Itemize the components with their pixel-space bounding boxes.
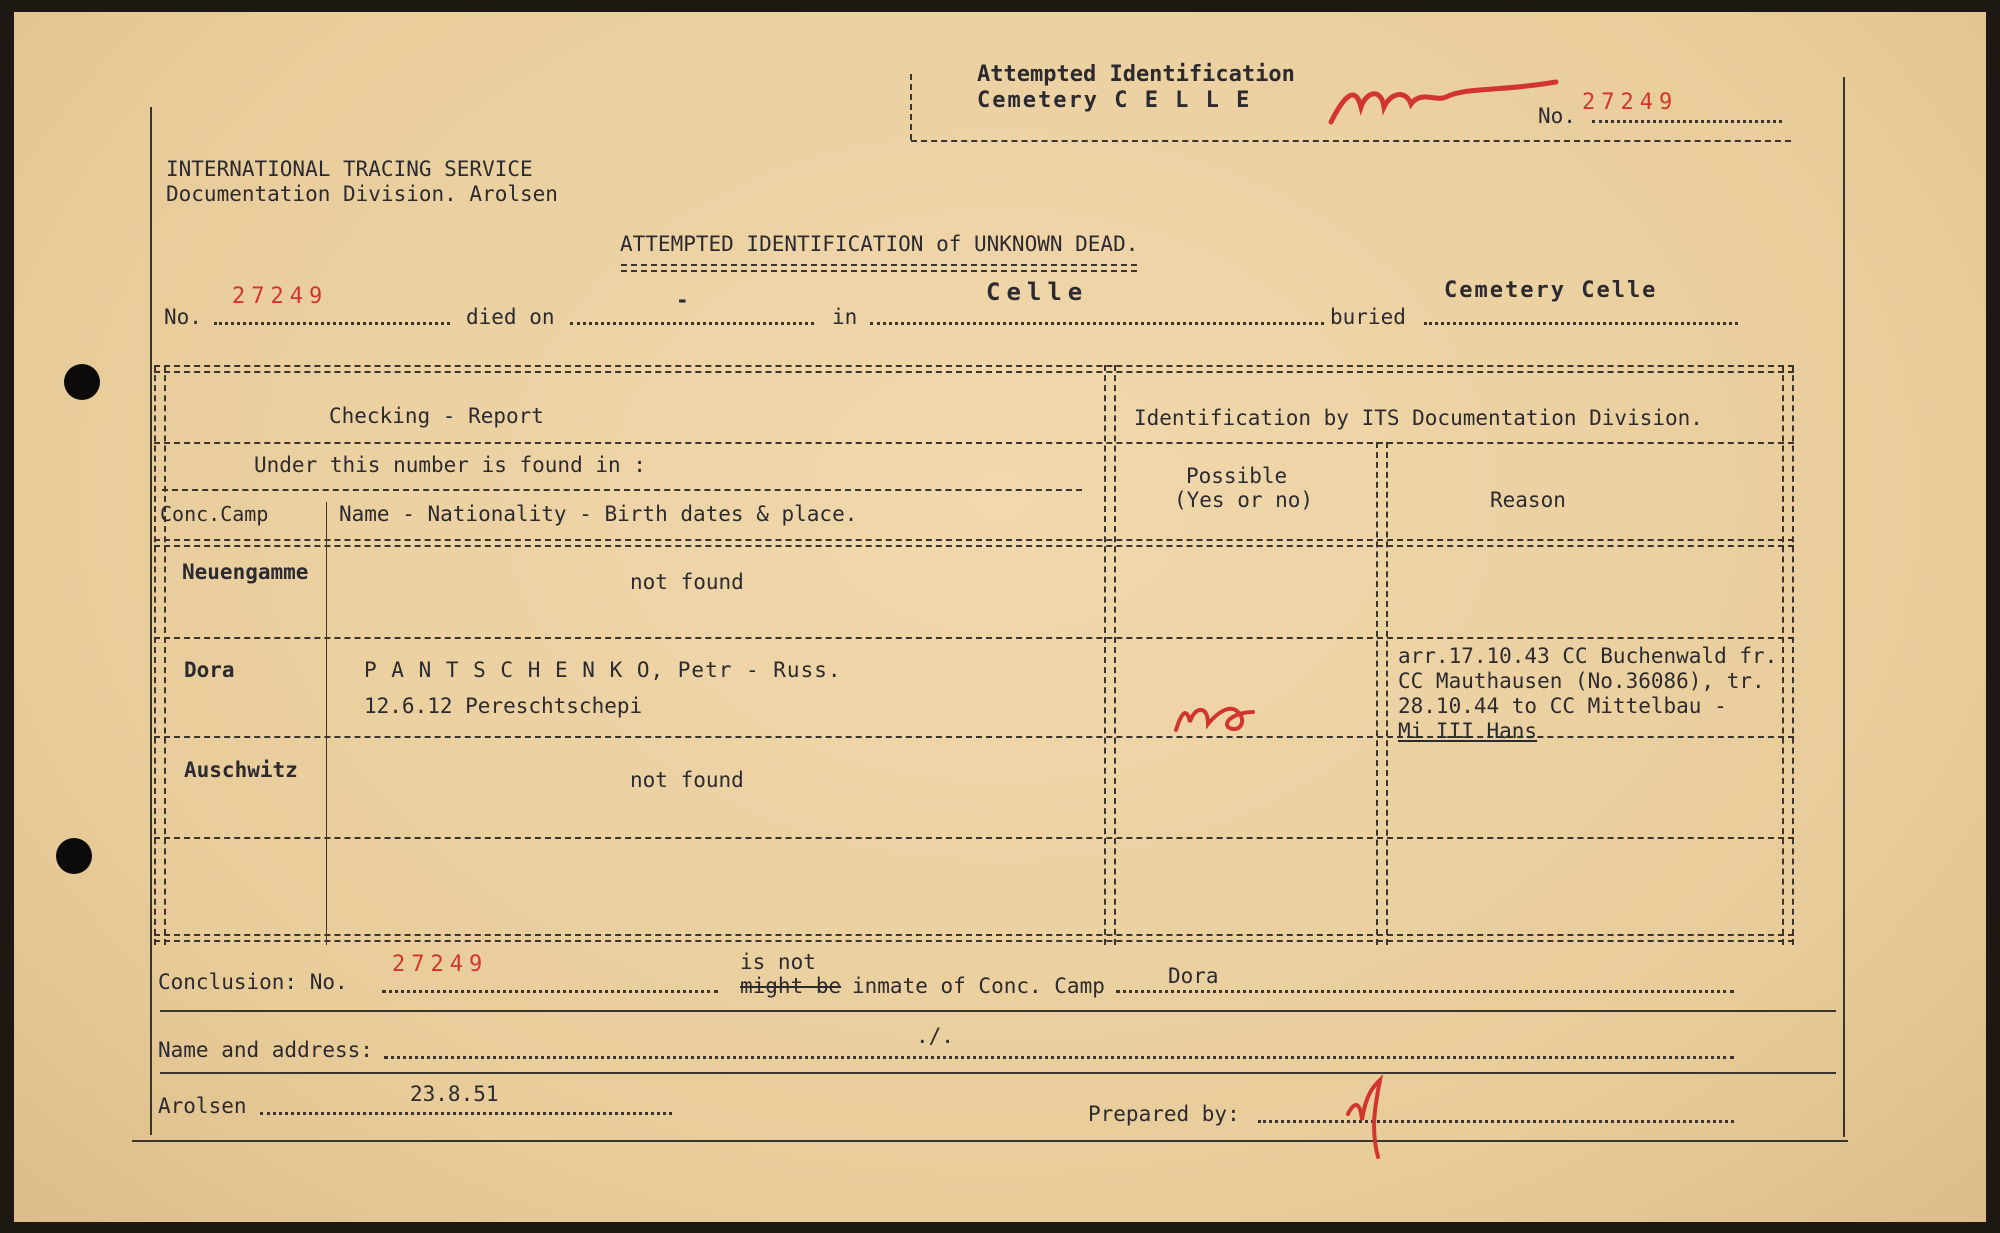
conclusion-number: 27249 xyxy=(392,952,489,977)
conclusion-camp-dots xyxy=(1116,990,1734,993)
conclusion-is-not: is not xyxy=(740,950,816,974)
table-divider-main xyxy=(1104,365,1116,945)
row2-name-line1: P A N T S C H E N K O, Petr - Russ. xyxy=(364,658,842,682)
table-divider-camp xyxy=(326,502,327,945)
row3-name: not found xyxy=(630,768,744,792)
title-underline xyxy=(621,264,1137,272)
buried-label: buried xyxy=(1330,305,1406,329)
column-conc-camp: Conc.Camp xyxy=(160,502,269,526)
stamp-title: Attempted Identification xyxy=(977,62,1295,87)
row2-camp: Dora xyxy=(184,658,235,682)
card-number-label: No. xyxy=(1538,104,1576,128)
name-address-dots xyxy=(384,1056,1734,1059)
stamp-box-left xyxy=(910,74,912,140)
frame-right-line xyxy=(1843,77,1845,1137)
stamp-cemetery: Cemetery C E L L E xyxy=(977,88,1252,113)
date-dots xyxy=(260,1112,672,1115)
died-on-label: died on xyxy=(466,305,555,329)
name-address-label: Name and address: xyxy=(158,1038,373,1062)
table-bottom-border xyxy=(154,934,1794,942)
checking-report-heading: Checking - Report xyxy=(329,404,544,428)
in-dots xyxy=(870,322,1324,325)
frame-left-line xyxy=(150,107,152,1135)
row2-reason-line4: Mi III Hans xyxy=(1398,719,1538,743)
prepared-by-initial xyxy=(1340,1072,1400,1162)
table-line-colheads xyxy=(154,539,1794,547)
table-left-border xyxy=(154,365,166,945)
punch-hole xyxy=(64,364,100,400)
table-line-row1 xyxy=(154,637,1794,639)
frame-bottom-line xyxy=(132,1140,1848,1142)
column-name: Name - Nationality - Birth dates & place. xyxy=(339,502,858,526)
row3-camp: Auschwitz xyxy=(184,758,298,782)
table-line-header xyxy=(154,442,1794,444)
column-possible: Possible xyxy=(1186,464,1288,488)
conclusion-rule xyxy=(160,1010,1836,1012)
under-number-heading: Under this number is found in : xyxy=(254,453,646,477)
card-number-value: 27249 xyxy=(1582,90,1679,115)
in-label: in xyxy=(832,305,858,329)
org-division: Documentation Division. Arolsen xyxy=(166,182,558,206)
row2-reason-line1: arr.17.10.43 CC Buchenwald fr. xyxy=(1398,644,1778,668)
card-number-dots xyxy=(1592,120,1782,123)
row2-reason-line3: 28.10.44 to CC Mittelbau - xyxy=(1398,694,1727,718)
name-address-rule xyxy=(160,1072,1836,1074)
prepared-by-dots xyxy=(1258,1120,1734,1123)
row1-camp: Neuengamme xyxy=(182,560,309,584)
table-line-subheader xyxy=(162,489,1082,491)
buried-dots xyxy=(1424,322,1738,325)
prepared-by-label: Prepared by: xyxy=(1088,1102,1240,1126)
conclusion-inmate-text: inmate of Conc. Camp xyxy=(852,974,1105,998)
stamp-box-bottom xyxy=(911,140,1791,142)
table-line-row3 xyxy=(154,837,1794,839)
punch-hole xyxy=(56,838,92,874)
tracing-card xyxy=(14,12,1986,1222)
row2-reason-line2: CC Mauthausen (No.36086), tr. xyxy=(1398,669,1765,693)
row2-possible-handwritten-no xyxy=(1168,682,1278,742)
column-possible-sub: (Yes or no) xyxy=(1174,488,1314,512)
row2-name-line2: 12.6.12 Pereschtschepi xyxy=(364,694,643,718)
conclusion-struck-word: might be xyxy=(740,974,842,998)
died-on-dots xyxy=(570,322,814,325)
identification-heading: Identification by ITS Documentation Division. xyxy=(1134,406,1703,430)
date-value: 23.8.51 xyxy=(410,1082,499,1106)
buried-value: Cemetery Celle xyxy=(1444,278,1658,303)
conclusion-no-dots xyxy=(382,990,718,993)
org-name: INTERNATIONAL TRACING SERVICE xyxy=(166,157,533,181)
table-right-border xyxy=(1782,365,1794,945)
conclusion-camp-value: Dora xyxy=(1168,964,1219,988)
table-divider-reason xyxy=(1376,442,1388,945)
name-address-value: ./. xyxy=(916,1024,954,1048)
table-line-row2 xyxy=(154,736,1794,738)
table-top-border xyxy=(154,365,1794,373)
document-title: ATTEMPTED IDENTIFICATION of UNKNOWN DEAD. xyxy=(620,232,1139,256)
row1-name: not found xyxy=(630,570,744,594)
in-value: Celle xyxy=(986,278,1089,306)
conclusion-label: Conclusion: No. xyxy=(158,970,348,994)
column-reason: Reason xyxy=(1490,488,1566,512)
place-label: Arolsen xyxy=(158,1094,247,1118)
died-on-value: - xyxy=(676,288,689,312)
no-label: No. xyxy=(164,305,202,329)
no-dots xyxy=(214,322,450,325)
record-number: 27249 xyxy=(232,284,329,309)
